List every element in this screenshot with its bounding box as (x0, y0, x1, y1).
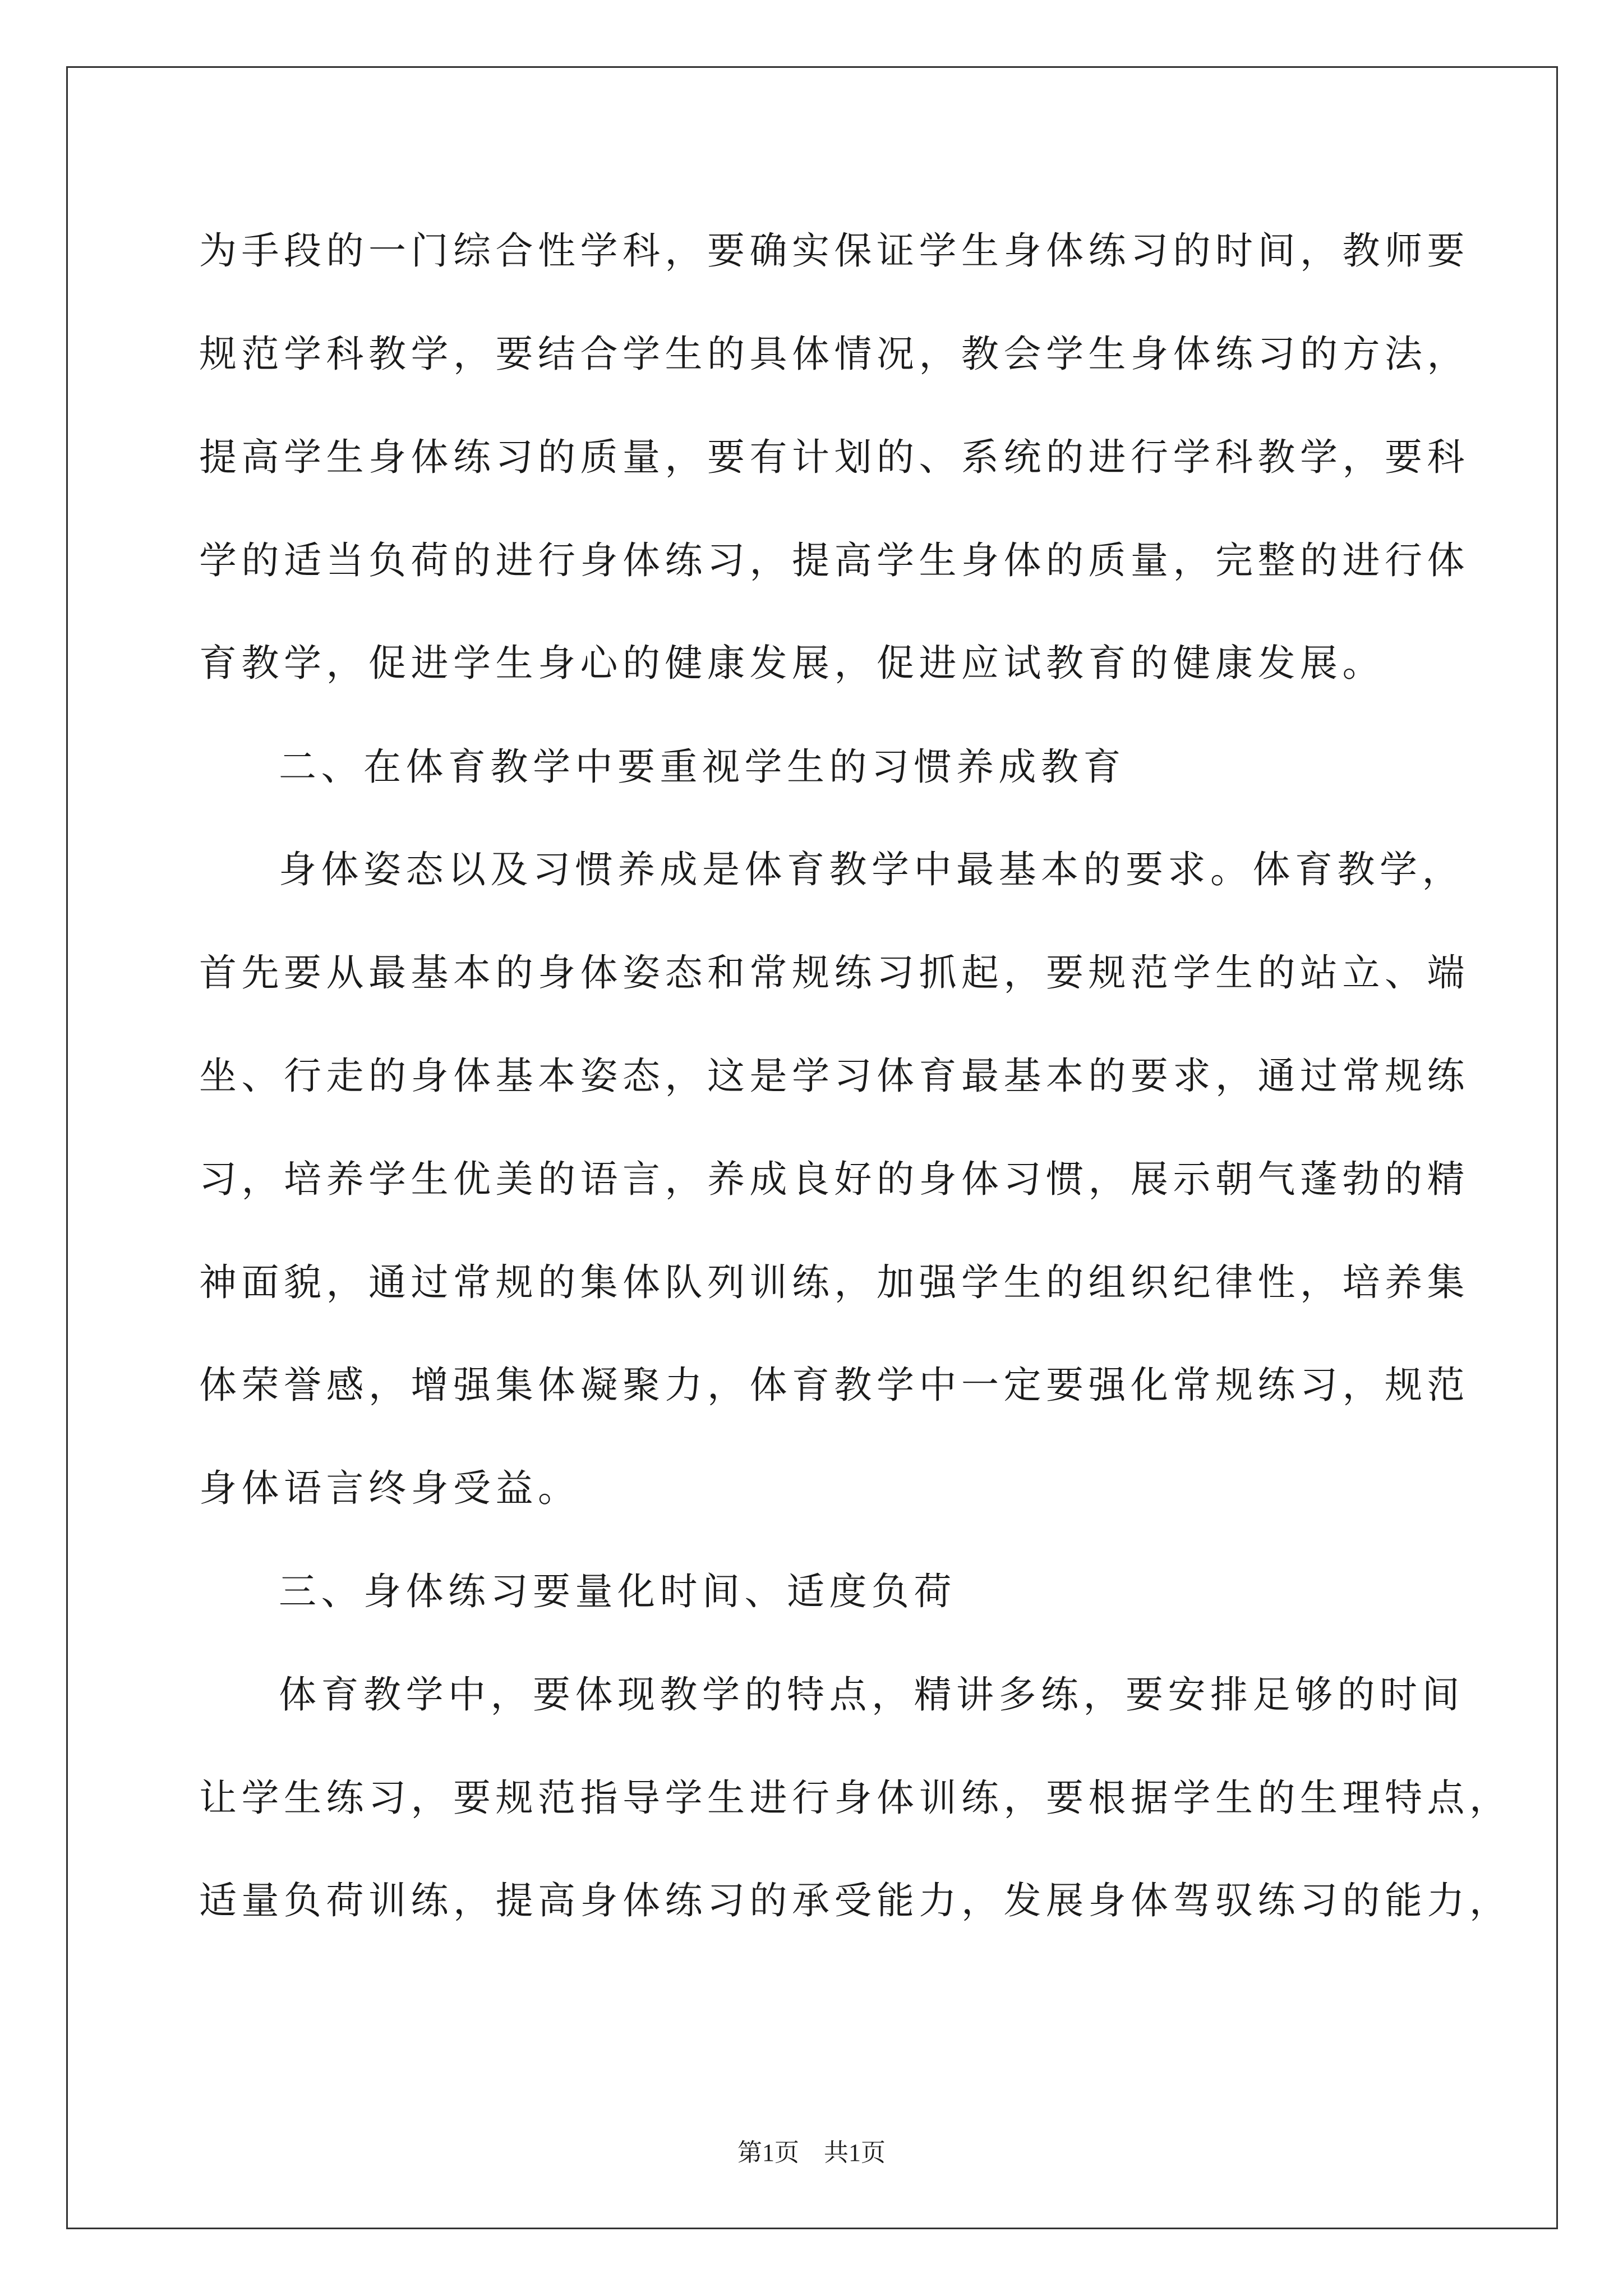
page-footer: 第1页 共1页 (737, 2139, 886, 2166)
section-heading: 三、身体练习要量化时间、适度负荷 (279, 1570, 956, 1613)
text-line: 身体姿态以及习惯养成是体育教学中最基本的要求。体育教学， (279, 848, 1464, 891)
text-line: 为手段的一门综合性学科，要确实保证学生身体练习的时间，教师要 (199, 229, 1469, 273)
text-line: 首先要从最基本的身体姿态和常规练习抓起，要规范学生的站立、端 (199, 951, 1469, 995)
text-line: 育教学，促进学生身心的健康发展，促进应试教育的健康发展。 (199, 641, 1385, 685)
text-line: 适量负荷训练，提高身体练习的承受能力，发展身体驾驭练习的能力， (199, 1879, 1512, 1922)
text-line: 体育教学中，要体现教学的特点，精讲多练，要安排足够的时间 (279, 1673, 1464, 1717)
text-line: 习，培养学生优美的语言，养成良好的身体习惯，展示朝气蓬勃的精 (199, 1157, 1469, 1201)
text-line: 规范学科教学，要结合学生的具体情况，教会学生身体练习的方法， (199, 332, 1469, 376)
text-line: 让学生练习，要规范指导学生进行身体训练，要根据学生的生理特点， (199, 1776, 1512, 1820)
section-heading: 二、在体育教学中要重视学生的习惯养成教育 (279, 745, 1126, 789)
text-line: 身体语言终身受益。 (199, 1466, 580, 1510)
text-line: 坐、行走的身体基本姿态，这是学习体育最基本的要求，通过常规练 (199, 1054, 1469, 1098)
text-line: 提高学生身体练习的质量，要有计划的、系统的进行学科教学，要科 (199, 435, 1469, 479)
text-line: 学的适当负荷的进行身体练习，提高学生身体的质量，完整的进行体 (199, 539, 1469, 582)
text-line: 神面貌，通过常规的集体队列训练，加强学生的组织纪律性，培养集 (199, 1260, 1469, 1304)
text-line: 体荣誉感，增强集体凝聚力，体育教学中一定要强化常规练习，规范 (199, 1363, 1469, 1407)
